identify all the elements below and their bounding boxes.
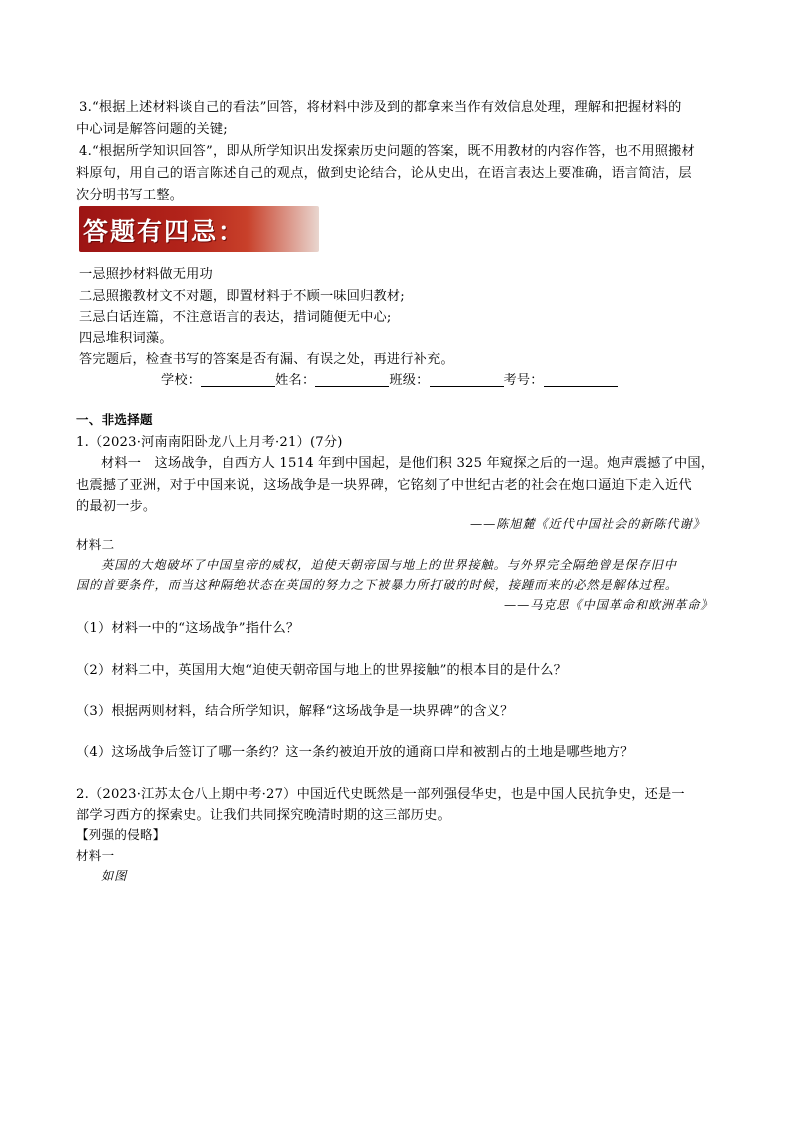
- q2-line2: 部学习西方的探索史。让我们共同探究晚清时期的这三部历史。: [76, 808, 451, 823]
- student-info-line: [161, 369, 618, 388]
- intro-item4-line2: 料原句，用自己的语言陈述自己的观点，做到史论结合，论从史出，在语言表达上要准确，语言简洁，层: [76, 166, 692, 181]
- taboo-item-2: 二忌照搬教材文不对题，即置材料于不顾一味回归教材;: [79, 289, 405, 304]
- intro-item3-line1: 3.“根据上述材料谈自己的看法”回答，将材料中涉及到的都拿来当作有效信息处理，理解和把握材料的: [79, 100, 682, 115]
- q1-material2-label: 材料二: [76, 537, 115, 552]
- q2-material1-label: 材料一: [76, 848, 115, 863]
- taboo-item-1: 一忌照抄材料做无用功: [79, 267, 213, 282]
- intro-item4-line3: 次分明书写工整。: [76, 188, 184, 203]
- class-label: 班级：: [389, 373, 430, 388]
- q2-section-bracket: 【列强的侵略】: [76, 827, 166, 842]
- taboo-item-4: 四忌堆积词藻。: [79, 331, 173, 346]
- q1-material1-line2: 也震撼了亚洲，对于中国来说，这场战争是一块界碑，它铭刻了中世纪古老的社会在炮口逼迫下走入近代: [76, 478, 692, 493]
- taboo-item-3: 三忌白话连篇，不注意语言的表达，措词随便无中心;: [79, 310, 392, 325]
- exam-no-label: 考号：: [503, 373, 544, 388]
- q1-sub3: （3）根据两则材料，结合所学知识，解释“这场战争是一块界碑”的含义？: [76, 704, 514, 719]
- intro-item3-line2: 中心词是解答问题的关键;: [76, 122, 228, 137]
- q2-line1: 2.（2023·江苏太仓八上期中考·27）中国近代史既然是一部列强侵华史，也是中国人民抗争史，还是一: [76, 787, 685, 802]
- q1-material2-source: ——马克思《中国革命和欧洲革命》: [504, 598, 714, 612]
- banner-title: 答题有四忌：: [83, 217, 246, 246]
- q1-material2-line1: 英国的大炮破坏了中国皇帝的威权，迫使天朝帝国与地上的世界接触。与外界完全隔绝曾是保存旧中: [101, 558, 677, 572]
- name-label: 姓名：: [275, 373, 316, 388]
- q1-material2-line2: 国的首要条件，而当这种隔绝状态在英国的努力之下被暴力所打破的时候，接踵而来的必然是解体过程。: [76, 578, 679, 592]
- q1-material1-source: ——陈旭麓《近代中国社会的新陈代谢》: [470, 517, 706, 531]
- intro-item4-line1: 4.“根据所学知识回答”，即从所学知识出发探索历史问题的答案，既不用教材的内容作答，也不用照搬材: [79, 144, 695, 159]
- school-blank[interactable]: [201, 372, 275, 387]
- school-label: 学校：: [161, 373, 202, 388]
- q1-sub2: （2）材料二中，英国用大炮“迫使天朝帝国与地上的世界接触”的根本目的是什么？: [76, 663, 568, 678]
- check-answer-note: 答完题后，检查书写的答案是否有漏、有误之处，再进行补充。: [79, 352, 454, 367]
- q1-material1-line3: 的最初一步。: [76, 499, 157, 514]
- q1-material1-line1: 材料一 这场战争，自西方人 1514 年到中国起，是他们积 325 年窥探之后的一逞。炮声震撼了中国，: [101, 456, 715, 471]
- q2-material1-text: 如图: [101, 869, 128, 883]
- exam-no-blank[interactable]: [544, 372, 618, 387]
- section-title: 一、非选择题: [76, 412, 153, 427]
- name-blank[interactable]: [315, 372, 389, 387]
- q1-sub1: （1）材料一中的“这场战争”指什么？: [76, 621, 300, 636]
- four-taboos-banner: [79, 206, 319, 252]
- q1-sub4: （4）这场战争后签订了哪一条约？这一条约被迫开放的通商口岸和被割占的土地是哪些地方？: [76, 745, 634, 760]
- q1-header: 1.（2023·河南南阳卧龙八上月考·21）(7分): [76, 435, 343, 450]
- class-blank[interactable]: [430, 372, 504, 387]
